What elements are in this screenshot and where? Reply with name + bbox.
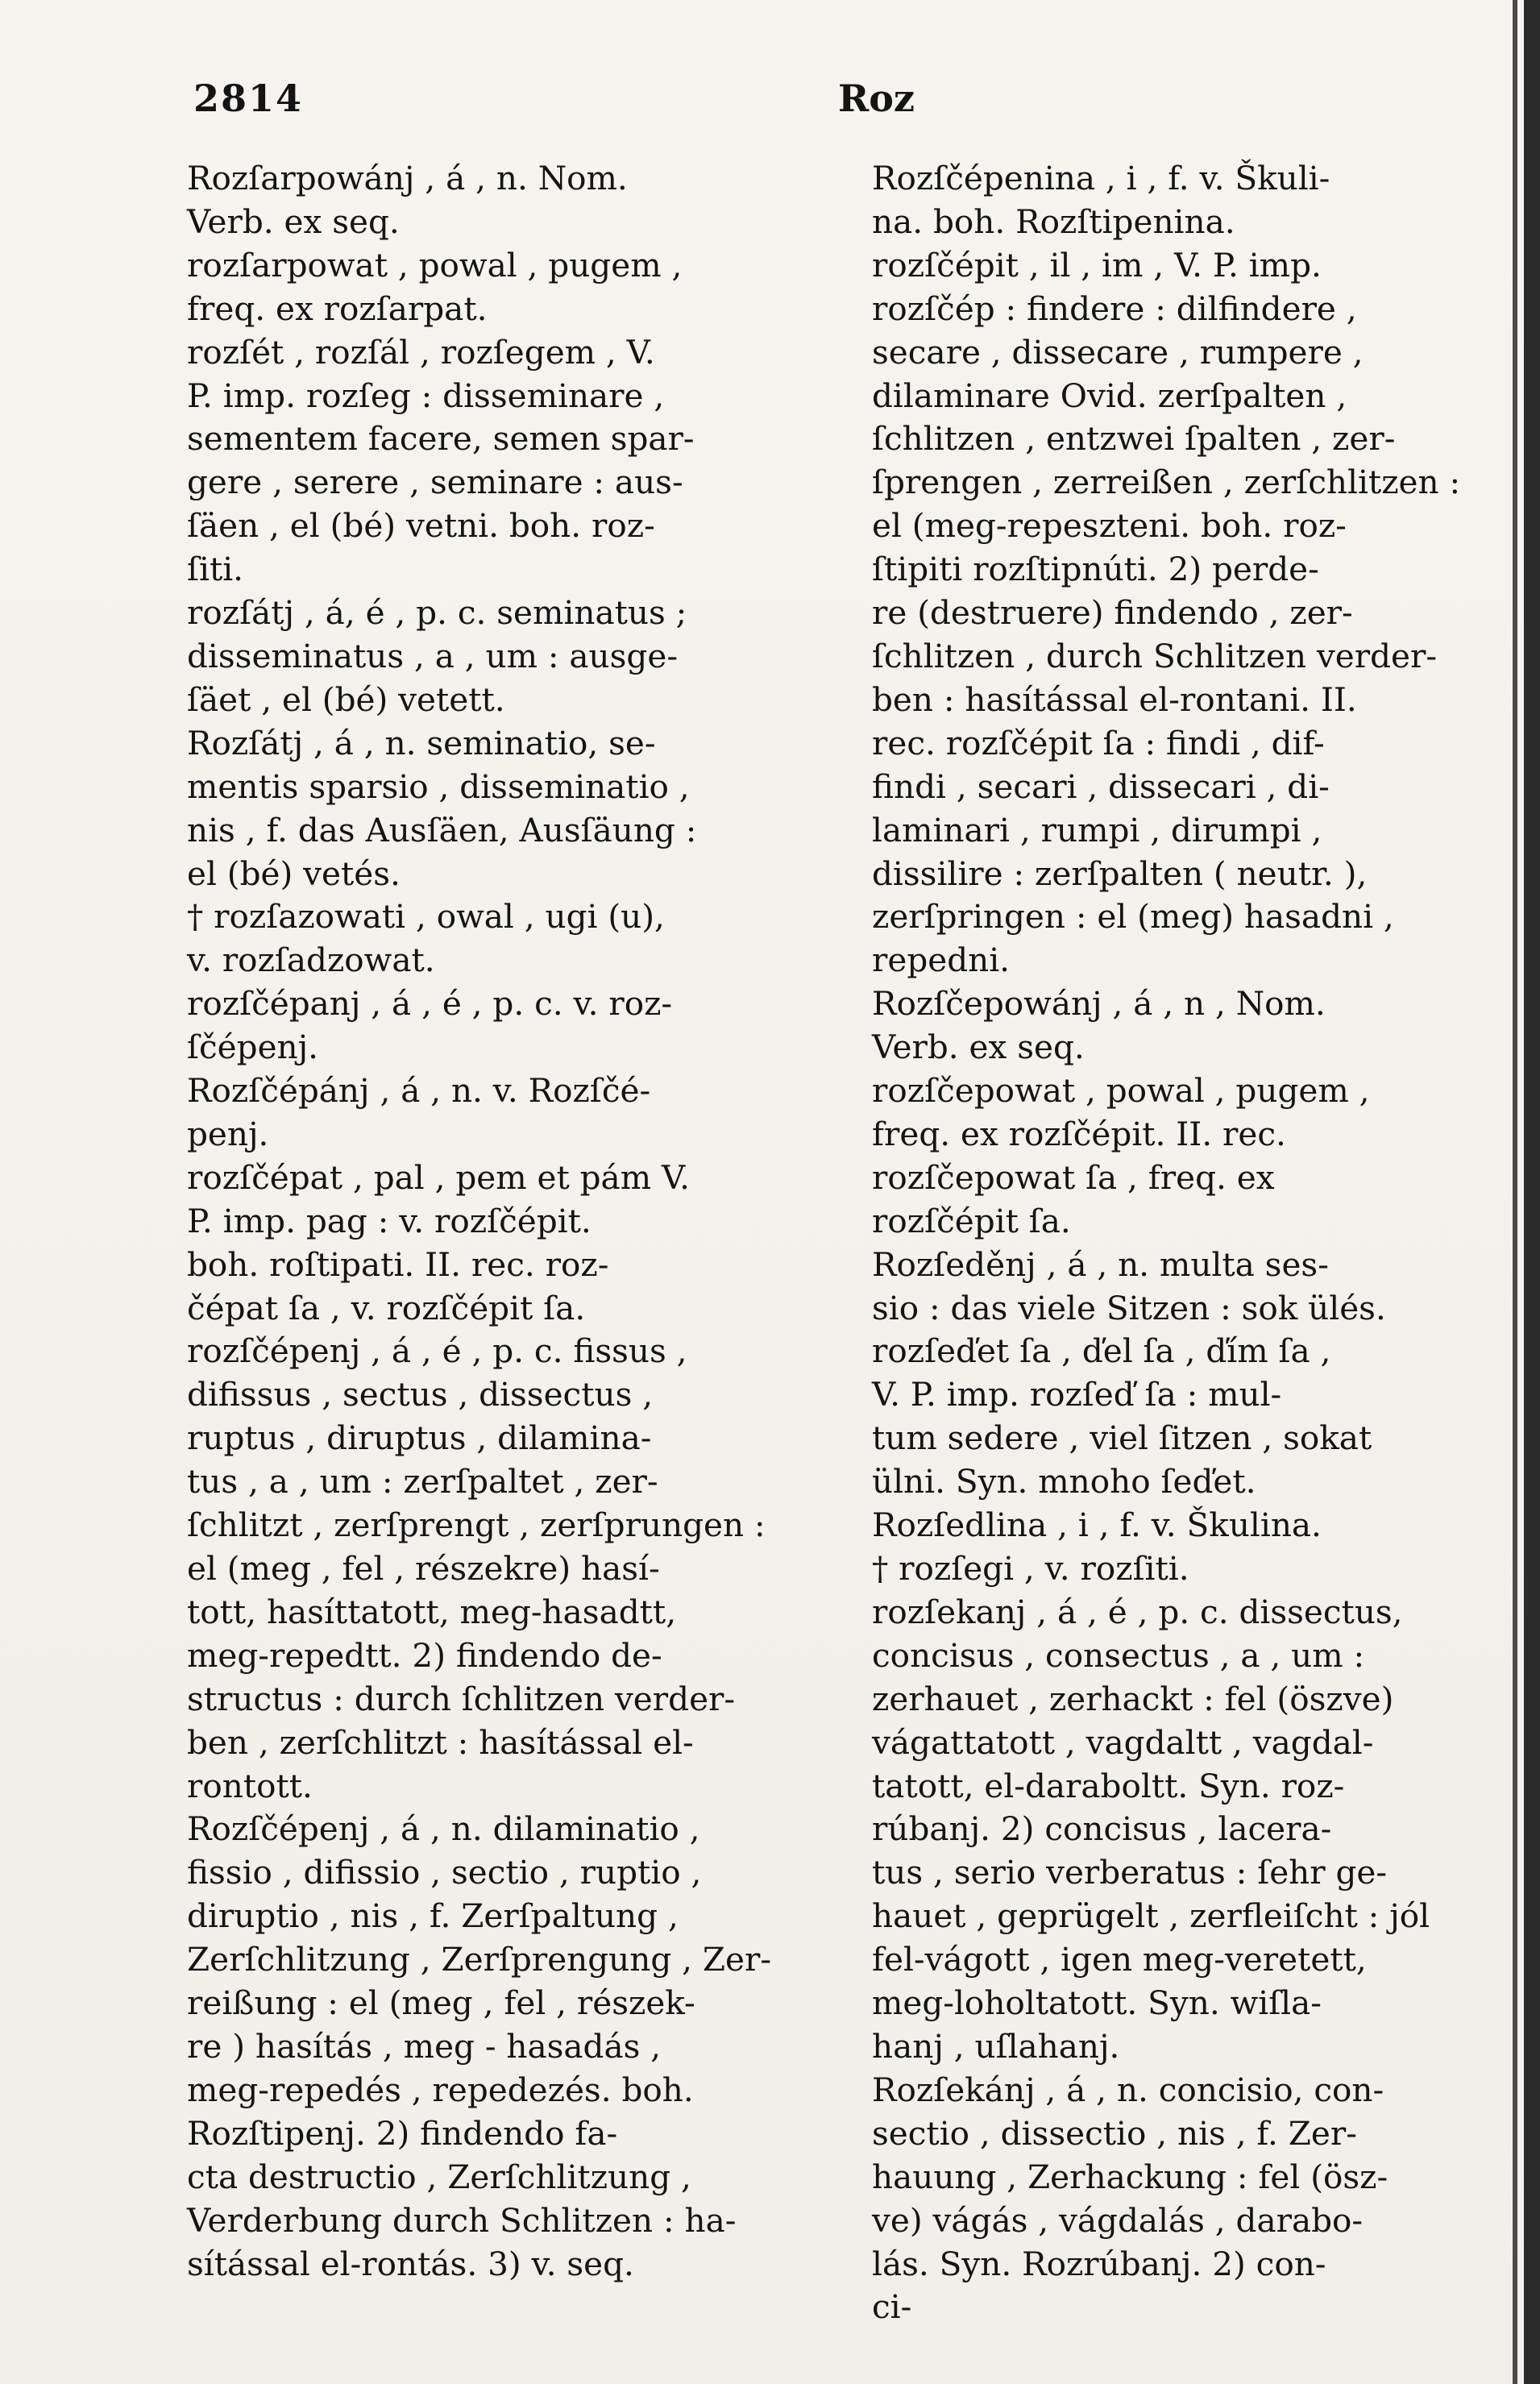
text-line: rozſét , rozſál , rozſegem , V. xyxy=(187,332,655,372)
page-header xyxy=(0,77,1540,133)
text-line: v. rozſadzowat. xyxy=(187,941,435,980)
text-line: ſprengen , zerreißen , zerſchlitzen : xyxy=(872,463,1461,502)
text-line: ſäen , el (bé) vetni. boh. roz- xyxy=(187,506,655,546)
text-line: tott, hasíttatott, meg-hasadtt, xyxy=(187,1592,677,1631)
text-line: laminari , rumpi , dirumpi , xyxy=(872,810,1322,849)
text-line: Zerſchlitzung , Zerſprengung , Zer- xyxy=(187,1940,772,1979)
text-line: difissus , sectus , dissectus , xyxy=(187,1375,654,1414)
text-line: sio : das viele Sitzen : sok ülés. xyxy=(872,1288,1386,1327)
text-line: meg-repedtt. 2) findendo de- xyxy=(187,1635,662,1675)
text-line: rec. rozſčépit ſa : findi , dif- xyxy=(872,723,1325,762)
text-line: Rozſčépenina , i , f. v. Škuli- xyxy=(872,159,1330,197)
text-line: rozſčépit ſa. xyxy=(872,1201,1071,1240)
text-line: cta destructio , Zerſchlitzung , xyxy=(187,2157,691,2196)
text-line: concisus , consectus , a , um : xyxy=(872,1635,1365,1675)
text-line: dilaminare Ovid. zerſpalten , xyxy=(872,376,1347,415)
text-line: fissio , difissio , sectio , ruptio , xyxy=(187,1853,702,1892)
page-edge-shadow xyxy=(1524,0,1540,2384)
text-line: Rozſarpowánj , á , n. Nom. xyxy=(187,159,628,197)
text-line: re (destruere) findendo , zer- xyxy=(872,593,1353,633)
text-line: ben , zerſchlitzt : hasítással el- xyxy=(187,1722,694,1762)
text-line: freq. ex rozſarpat. xyxy=(187,289,488,328)
text-line: ruptus , diruptus , dilamina- xyxy=(187,1418,652,1458)
text-line: el (meg-repeszteni. boh. roz- xyxy=(872,506,1347,546)
text-line: rozſčepowat , powal , pugem , xyxy=(872,1071,1370,1111)
text-line: reißung : el (meg , fel , részek- xyxy=(187,1983,695,2023)
text-line: ſiti. xyxy=(187,550,244,589)
text-line: Rozſátj , á , n. seminatio, se- xyxy=(187,723,656,762)
right-column xyxy=(872,157,1484,2329)
text-line: rozſčépat , pal , pem et pám V. xyxy=(187,1157,691,1197)
text-line: ſčépenj. xyxy=(187,1028,319,1067)
text-line: tus , a , um : zerſpaltet , zer- xyxy=(187,1462,658,1501)
text-line: el (meg , fel , részekre) hasí- xyxy=(187,1549,660,1588)
text-line: rozſčépenj , á , é , p. c. fissus , xyxy=(187,1331,687,1371)
text-line: Rozſčépánj , á , n. v. Rozſčé- xyxy=(187,1071,651,1111)
text-line: ſchlitzt , zerſprengt , zerſprungen : xyxy=(187,1506,766,1545)
running-head: Roz xyxy=(838,77,915,120)
text-line: † rozſazowati , owal , ugi (u), xyxy=(187,897,665,937)
text-line: Rozſtipenj. 2) findendo fa- xyxy=(187,2113,618,2153)
text-line: zerhauet , zerhackt : fel (öszve) xyxy=(872,1679,1394,1718)
text-line: rozſekanj , á , é , p. c. dissectus, xyxy=(872,1592,1403,1631)
text-line: sementem facere, semen spar- xyxy=(187,419,695,459)
text-line: rozſátj , á, é , p. c. seminatus ; xyxy=(187,593,687,633)
left-column xyxy=(187,157,848,2286)
text-line: freq. ex rozſčépit. II. rec. xyxy=(872,1114,1286,1153)
text-line: zerſpringen : el (meg) hasadni , xyxy=(872,897,1394,937)
text-line: repedni. xyxy=(872,941,1011,980)
text-line: diruptio , nis , f. Zerſpaltung , xyxy=(187,1896,679,1936)
text-line: nis , f. das Ausſäen, Ausſäung : xyxy=(187,810,697,849)
text-line: ſchlitzen , entzwei ſpalten , zer- xyxy=(872,419,1396,459)
text-line: tum sedere , viel ſitzen , sokat xyxy=(872,1418,1372,1458)
text-line: ſäet , el (bé) vetett. xyxy=(187,679,505,719)
text-line: ve) vágás , vágdalás , darabo- xyxy=(872,2200,1364,2240)
text-line: V. P. imp. rozſeď ſa : mul- xyxy=(872,1375,1282,1414)
text-line: Rozſčepowánj , á , n , Nom. xyxy=(872,984,1326,1024)
text-line: Rozſeděnj , á , n. multa ses- xyxy=(872,1244,1329,1284)
text-line: P. imp. rozſeg : disseminare , xyxy=(187,376,665,415)
text-line: ci- xyxy=(872,2287,912,2327)
text-line: disseminatus , a , um : ausge- xyxy=(187,636,679,675)
text-line: ſchlitzen , durch Schlitzen verder- xyxy=(872,636,1438,675)
text-line: ülni. Syn. mnoho ſeďet. xyxy=(872,1462,1256,1501)
text-line: meg-loholtatott. Syn. wiſla- xyxy=(872,1983,1322,2023)
text-line: penj. xyxy=(187,1114,269,1153)
text-line: rozſčépit , il , im , V. P. imp. xyxy=(872,245,1322,285)
text-line: Verb. ex seq. xyxy=(187,201,400,241)
text-line: vágattatott , vagdaltt , vagdal- xyxy=(872,1722,1374,1762)
text-line: hanj , uſlahanj. xyxy=(872,2026,1120,2066)
text-line: lás. Syn. Rozrúbanj. 2) con- xyxy=(872,2244,1326,2283)
text-line: el (bé) vetés. xyxy=(187,854,401,893)
page-number: 2814 xyxy=(193,77,304,120)
text-line: tus , serio verberatus : ſehr ge- xyxy=(872,1853,1388,1892)
text-line: rozſarpowat , powal , pugem , xyxy=(187,245,683,285)
text-line: fel-vágott , igen meg-veretett, xyxy=(872,1940,1367,1979)
text-line: dissilire : zerſpalten ( neutr. ), xyxy=(872,854,1368,893)
text-line: mentis sparsio , disseminatio , xyxy=(187,766,690,806)
text-line: Rozſedlina , i , f. v. Škulina. xyxy=(872,1506,1322,1545)
text-line: rozſčepowat ſa , freq. ex xyxy=(872,1157,1275,1197)
text-line: rozſčép : findere : dilfindere , xyxy=(872,289,1357,328)
text-line: hauung , Zerhackung : fel (ösz- xyxy=(872,2157,1388,2196)
text-line: meg-repedés , repedezés. boh. xyxy=(187,2070,694,2109)
text-line: ben : hasítással el-rontani. II. xyxy=(872,679,1357,719)
text-line: Rozſčépenj , á , n. dilaminatio , xyxy=(187,1809,700,1849)
text-line: sectio , dissectio , nis , f. Zer- xyxy=(872,2113,1357,2153)
text-line: rozſčépanj , á , é , p. c. v. roz- xyxy=(187,984,673,1024)
text-line: boh. roſtipati. II. rec. roz- xyxy=(187,1244,609,1284)
text-line: ſtipiti rozſtipnúti. 2) perde- xyxy=(872,550,1319,589)
text-line: rontott. xyxy=(187,1766,313,1805)
text-line: na. boh. Rozſtipenina. xyxy=(872,201,1235,241)
text-line: secare , dissecare , rumpere , xyxy=(872,332,1364,372)
text-line: čépat ſa , v. rozſčépit ſa. xyxy=(187,1288,586,1327)
text-line: P. imp. pag : v. rozſčépit. xyxy=(187,1201,592,1240)
text-line: Rozſekánj , á , n. concisio, con- xyxy=(872,2070,1384,2109)
text-line: sítással el-rontás. 3) v. seq. xyxy=(187,2244,634,2283)
text-line: findi , secari , dissecari , di- xyxy=(872,766,1330,806)
text-line: Verb. ex seq. xyxy=(872,1028,1085,1067)
text-line: hauet , geprügelt , zerfleiſcht : jól xyxy=(872,1896,1430,1936)
text-line: tatott, el-daraboltt. Syn. roz- xyxy=(872,1766,1345,1805)
text-line: rúbanj. 2) concisus , lacera- xyxy=(872,1809,1332,1849)
text-line: re ) hasítás , meg - hasadás , xyxy=(187,2026,662,2066)
text-line: rozſeďet ſa , ďel ſa , ďím ſa , xyxy=(872,1331,1331,1371)
text-line: structus : durch ſchlitzen verder- xyxy=(187,1679,736,1718)
text-line: † rozſegi , v. rozſiti. xyxy=(872,1549,1189,1588)
text-line: Verderbung durch Schlitzen : ha- xyxy=(187,2200,737,2240)
text-line: gere , serere , seminare : aus- xyxy=(187,463,683,502)
